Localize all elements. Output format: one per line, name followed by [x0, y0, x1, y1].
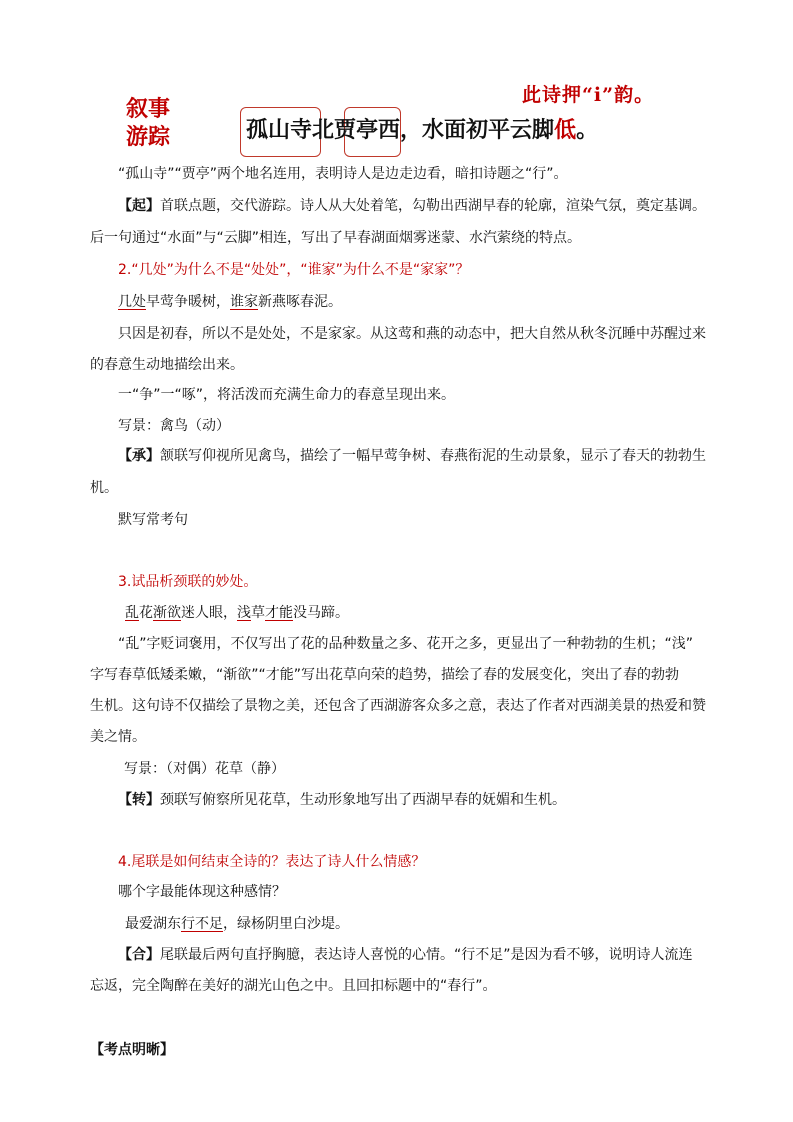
text: 最爱湖东	[125, 916, 181, 932]
tag-cheng: 【承】	[118, 448, 160, 464]
tag-he: 【合】	[118, 947, 160, 963]
paragraph: 一“争”一“啄”，将活泼而充满生命力的春意呈现出来。	[118, 387, 456, 403]
scene-note: 写景：（对偶）花草（静）	[124, 761, 285, 777]
paragraph: “孤山寺”“贾亭”两个地名连用，表明诗人是边走边看，暗扣诗题之“行”。	[118, 166, 568, 182]
scene-note: 写景：禽鸟（动）	[118, 418, 230, 434]
paragraph: 后一句通过“水面”与“云脚”相连，写出了早春湖面烟雾迷蒙、水汽萦绕的特点。	[90, 230, 582, 246]
keyword-jianyu: 渐欲	[153, 605, 181, 621]
side-label-line2: 游踪	[126, 125, 171, 150]
text: 早莺争暖树，	[146, 294, 230, 310]
place-jiating: 贾亭	[334, 118, 379, 143]
text: 颔联写仰视所见禽鸟，描绘了一幅早莺争树、春燕衔泥的生动景象，显示了春天的勃勃生	[160, 448, 706, 464]
keyword-xingbuzu: 行不足	[181, 916, 223, 932]
text: 迷人眼，	[181, 605, 237, 621]
side-label	[126, 96, 170, 152]
tag-qi: 【起】	[118, 198, 160, 214]
rhyme-note: 此诗押“i”韵。	[522, 84, 655, 106]
paragraph: 生机。这句诗不仅描绘了景物之美，还包含了西湖游客众多之意，表达了作者对西湖美景的热爱和赞	[90, 698, 706, 714]
paragraph: 字写春草低矮柔嫩，“渐欲”“才能”写出花草向荣的趋势，描绘了春的发展变化，突出了春的勃勃	[90, 667, 680, 683]
text: 首联点题，交代游踪。诗人从大处着笔，勾勒出西湖早春的轮廓，渲染气氛，奠定基调。	[160, 198, 706, 214]
sub-question: 哪个字最能体现这种感情？	[118, 884, 286, 900]
paragraph: 机。	[90, 480, 118, 496]
text: 花	[139, 605, 153, 621]
paragraph: 忘返，完全陶醉在美好的湖光山色之中。且回扣标题中的“春行”。	[90, 978, 497, 994]
keyword-caineng: 才能	[265, 605, 293, 621]
memo-note: 默写常考句	[118, 512, 188, 528]
place-gushansi: 孤山寺	[246, 118, 313, 143]
poem-text: 北	[312, 118, 335, 143]
question-4: 4.尾联是如何结束全诗的？表达了诗人什么情感？	[118, 854, 426, 870]
rhyme-char: 低	[554, 118, 577, 143]
question-3: 3.试品析颈联的妙处。	[118, 574, 258, 590]
text: ，绿杨阴里白沙堤。	[223, 916, 349, 932]
paragraph	[118, 945, 693, 965]
poem-line	[118, 292, 342, 312]
keyword-jichu: 几处	[118, 294, 146, 310]
question-2: 2.“几处”为什么不是“处处”，“谁家”为什么不是“家家”？	[118, 262, 470, 278]
paragraph: 的春意生动地描绘出来。	[90, 357, 244, 373]
poem-text: 西，水面初平云脚	[378, 118, 555, 143]
text: 新燕啄春泥。	[258, 294, 342, 310]
paragraph	[118, 790, 566, 810]
text: 颈联写俯察所见花草，生动形象地写出了西湖早春的妩媚和生机。	[160, 792, 566, 808]
paragraph: 只因是初春，所以不是处处，不是家家。从这莺和燕的动态中，把大自然从秋冬沉睡中苏醒过来	[118, 326, 706, 342]
poem-text: 。	[576, 118, 599, 143]
section-label-kaodian: 【考点明晰】	[90, 1042, 174, 1058]
keyword-luan: 乱	[125, 605, 139, 621]
poem-first-couplet	[246, 116, 598, 146]
paragraph	[118, 196, 706, 216]
paragraph: “乱”字贬词褒用，不仅写出了花的品种数量之多、花开之多，更显出了一种勃勃的生机；“浅”	[118, 636, 694, 652]
side-label-line1: 叙事	[126, 97, 171, 122]
poem-line	[125, 914, 349, 934]
poem-line	[125, 603, 349, 623]
text: 草	[251, 605, 265, 621]
keyword-shuijia: 谁家	[230, 294, 258, 310]
text: 尾联最后两句直抒胸臆，表达诗人喜悦的心情。“行不足”是因为看不够，说明诗人流连	[160, 947, 693, 963]
text: 没马蹄。	[293, 605, 349, 621]
tag-zhuan: 【转】	[118, 792, 160, 808]
paragraph: 美之情。	[90, 729, 146, 745]
keyword-qian: 浅	[237, 605, 251, 621]
paragraph	[118, 446, 706, 466]
